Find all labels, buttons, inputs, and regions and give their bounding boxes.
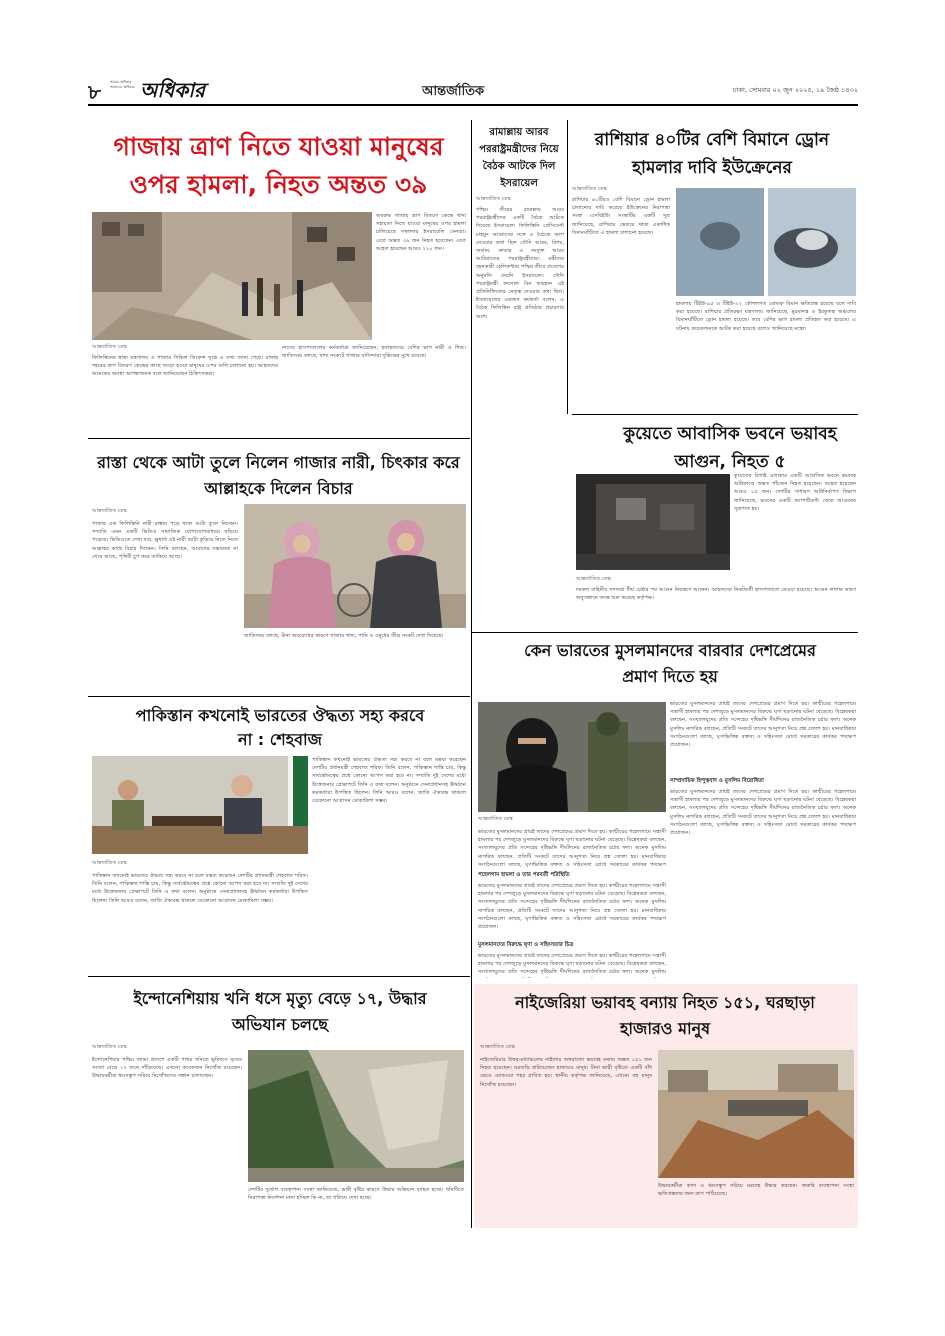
section-rule [572, 414, 858, 415]
photo-gaza-rubble [92, 212, 372, 340]
gaza-aid-credit: আন্তর্জাতিক ডেস্ক [92, 344, 127, 350]
headline-gaza-aid: গাজায় ত্রাণ নিতে যাওয়া মানুষের ওপর হামলা, নিহত অন্তত ৩৯ [113, 132, 444, 199]
headline-pakistan: পাকিস্তান কখনোই ভারতের ঔদ্ধত্য সহ্য করবে না : শেহবাজ [135, 706, 425, 749]
photo-gaza-woman [244, 504, 466, 628]
india-muslims-credit: আন্তর্জাতিক ডেস্ক [478, 816, 513, 822]
photo-pakistan [92, 756, 308, 854]
indonesia-credit: আন্তর্জাতিক ডেস্ক [92, 1044, 127, 1050]
section-rule [88, 976, 470, 977]
headline-nigeria: নাইজেরিয়া ভয়াবহ বন্যায় নিহত ১৫১, ঘরছাড়া হাজারও মানুষ [515, 993, 815, 1038]
headline-indonesia: ইন্দোনেশিয়ায় খনি ধসে মৃত্যু বেড়ে ১৭, উদ্ধার অভিযান চলছে [133, 989, 427, 1034]
ramallah-credit: আন্তর্জাতিক ডেস্ক [476, 196, 511, 202]
russia-drone-credit: আন্তর্জাতিক ডেস্ক [572, 186, 607, 192]
india-muslims-text-d: ভারতের মুসলমানদের প্রায়ই তাদের দেশপ্রেমের প্রমাণ দিতে হয়। কাশ্মীরের পহেলগামে সন্ত্রাসী হামলার পর দেশজুড়ে মুসলমানদের বিরুদ্ধে ঘৃণা ছড়ানোর ঘটনা বেড়েছে। বিশ্লেষকরা বলছেন, সংখ্যালঘুদের প্রতি সন্দেহের দৃষ্টিভঙ্গি দীর্ঘদিনের রাজনৈতিক চর্চার ফল। অনেক মুসলিম নাগরিক বলছেন, প্রতিটি সংকটে তাদের আনুগত্য নিয়ে প্রশ্ন তোলা হয়। মানবাধিকার সংগঠনগুলো বলছে, ঘৃণাভিত্তিক বক্তব্য ও সহিংসতা রোধে সরকারের কার্যকর পদক্ষেপ প্রয়োজন। [478, 883, 666, 931]
gaza-woman-credit: আন্তর্জাতিক ডেস্ক [92, 508, 127, 514]
india-muslims-text-c: ভারতের মুসলমানদের প্রায়ই তাদের দেশপ্রেমের প্রমাণ দিতে হয়। কাশ্মীরের পহেলগামে সন্ত্রাসী হামলার পর দেশজুড়ে মুসলমানদের বিরুদ্ধে ঘৃণা ছড়ানোর ঘটনা বেড়েছে। বিশ্লেষকরা বলছেন, সংখ্যালঘুদের প্রতি সন্দেহের দৃষ্টিভঙ্গি দীর্ঘদিনের রাজনৈতিক চর্চার ফল। অনেক মুসলিম নাগরিক বলছেন, প্রতিটি সংকটে তাদের আনুগত্য নিয়ে প্রশ্ন তোলা হয়। মানবাধিকার সংগঠনগুলো বলছে, ঘৃণাভিত্তিক বক্তব্য ও সহিংসতা রোধে সরকারের কার্যকর পদক্ষেপ [478, 829, 666, 868]
kuwait-fire-credit: আন্তর্জাতিক ডেস্ক [576, 576, 611, 582]
indonesia-text-bottom: দেশটির দুর্যোগ ব্যবস্থাপনা সংস্থা জানিয়েছে, ভারী বৃষ্টির কারণে উদ্ধার অভিযান ব্যাহত হচ্ছে। খনিটিতে নিরাপত্তা নির্দেশনা মানা হচ্ছিল কি না, তা খতিয়ে দেখা হচ্ছে। [248, 1187, 464, 1202]
photo-drone-strike [676, 188, 856, 296]
masthead-rule [88, 104, 858, 106]
ramallah-text: পশ্চিম তীরের রামাল্লায় আরব পররাষ্ট্রমন্ত্রীদের একটি বৈঠক আটকে দিয়েছে ইসরায়েল। ফিলিস্তিনি প্রেসিডেন্ট মাহমুদ আব্বাসের সঙ্গে এ বৈঠকে অংশ নেওয়ার কথা ছিল সৌদি আরব, মিশর, জর্ডান, কাতার ও সংযুক্ত আরব আমিরাতের পররাষ্ট্রমন্ত্রীদের। মন্ত্রীদের বহনকারী হেলিকপ্টার পশ্চিম তীরে প্রবেশের অনুমতি দেয়নি ইসরায়েল। সৌদি পররাষ্ট্রমন্ত্রী ফয়সাল বিন ফারহান এই প্রতিনিধিদলের নেতৃত্ব দেওয়ার কথা ছিল। ইসরায়েলের একজন কর্মকর্তা বলেন, এ বৈঠক ফিলিস্তিন রাষ্ট্র প্রতিষ্ঠার প্রচারণার অংশ। [476, 207, 564, 320]
nigeria-credit: আন্তর্জাতিক ডেস্ক [480, 1044, 515, 1050]
gaza-woman-text-bottom: জাতিসংঘ বলছে, টানা অবরোধের কারণে গাজায় খাদ্য, পানি ও ওষুধের তীব্র সংকট দেখা দিয়েছে। [244, 633, 444, 639]
headline-india-muslims: কেন ভারতের মুসলমানদের বারবার দেশপ্রেমের প্রমাণ দিতে হয় [524, 641, 816, 686]
column-divider [471, 120, 472, 1228]
section-rule [88, 696, 470, 697]
india-subhead-a: সাম্প্রদায়িক হিন্দুত্ববাদ ও মুসলিম বিরোধিতা [670, 778, 764, 784]
india-muslims-text-b: ভারতের মুসলমানদের প্রায়ই তাদের দেশপ্রেমের প্রমাণ দিতে হয়। কাশ্মীরের পহেলগামে সন্ত্রাসী হামলার পর দেশজুড়ে মুসলমানদের বিরুদ্ধে ঘৃণা ছড়ানোর ঘটনা বেড়েছে। বিশ্লেষকরা বলছেন, সংখ্যালঘুদের প্রতি সন্দেহের দৃষ্টিভঙ্গি দীর্ঘদিনের রাজনৈতিক চর্চার ফল। অনেক মুসলিম নাগরিক বলছেন, প্রতিটি সংকটে তাদের আনুগত্য নিয়ে প্রশ্ন তোলা হয়। মানবাধিকার সংগঠনগুলো বলছে, ঘৃণাভিত্তিক বক্তব্য ও সহিংসতা রোধে সরকারের কার্যকর পদক্ষেপ প্রয়োজন। [670, 789, 856, 837]
pakistan-text: পাকিস্তান কখনোই ভারতের ঔদ্ধত্য সহ্য করবে না বলে মন্তব্য করেছেন দেশটির প্রধানমন্ত্রী শেহবাজ শরিফ। তিনি বলেন, পাকিস্তান শান্তি চায়, কিন্তু সার্বভৌমত্বের প্রশ্নে কোনো আপস করা হবে না। সম্প্রতি দুই দেশের মধ্যে উত্তেজনার প্রেক্ষাপটে তিনি এ কথা বলেন। অনুষ্ঠানে সেনাপ্রধানসহ ঊর্ধ্বতন কর্মকর্তারা উপস্থিত ছিলেন। তিনি আরও বলেন, জাতি ঐক্যবদ্ধ থাকলে যেকোনো আগ্রাসন মোকাবিলা সম্ভব। [312, 757, 466, 805]
indonesia-text: ইন্দোনেশিয়ার পশ্চিম জাভা প্রদেশে একটি পাথর খনিতে ভূমিধসে মৃতের সংখ্যা বেড়ে ১৭ জনে দাঁড়িয়েছে। এখনো কয়েকজন নিখোঁজ রয়েছেন। উদ্ধারকর্মীরা ধ্বংসস্তূপ সরিয়ে নিখোঁজদের সন্ধান চালাচ্ছেন। [92, 1057, 242, 1080]
kuwait-fire-text-side: কুয়েতের রিগাই এলাকার একটি আবাসিক ভবনে ভয়াবহ অগ্নিকাণ্ডে অন্তত পাঁচজন নিহত হয়েছেন। আহত হয়েছেন আরও ১৫ জন। দেশটির সাধারণ অগ্নিনির্বাপণ বিভাগ জানিয়েছে, ভবনের একটি অ্যাপার্টমেন্ট থেকে আগুনের সূত্রপাত হয়। [734, 473, 856, 512]
headline-kuwait-fire: কুয়েতে আবাসিক ভবনে ভয়াবহ আগুন, নিহত ৫ [623, 424, 837, 472]
section-title: আন্তর্জাতিক [421, 84, 485, 99]
india-subhead-c: মুসলমানদের বিরুদ্ধে ঘৃণা ও সহিংসতার চিত্র [478, 942, 574, 948]
photo-indonesia-mine [248, 1050, 464, 1182]
india-muslims-text: ভারতের মুসলমানদের প্রায়ই তাদের দেশপ্রেমের প্রমাণ দিতে হয়। কাশ্মীরের পহেলগামে সন্ত্রাসী হামলার পর দেশজুড়ে মুসলমানদের বিরুদ্ধে ঘৃণা ছড়ানোর ঘটনা বেড়েছে। বিশ্লেষকরা বলছেন, সংখ্যালঘুদের প্রতি সন্দেহের দৃষ্টিভঙ্গি দীর্ঘদিনের রাজনৈতিক চর্চার ফল। অনেক মুসলিম নাগরিক বলছেন, প্রতিটি সংকটে তাদের আনুগত্য নিয়ে প্রশ্ন তোলা হয়। মানবাধিকার সংগঠনগুলো বলছে, ঘৃণাভিত্তিক বক্তব্য ও সহিংসতা রোধে সরকারের কার্যকর পদক্ষেপ প্রয়োজন। [670, 701, 856, 749]
gaza-woman-text: গাজার এক ফিলিস্তিনি নারী রাস্তায় পড়ে থাকা আটা তুলে নিচ্ছেন। সম্প্রতি এমন একটি ভিডিও সামাজিক যোগাযোগমাধ্যমে ছড়িয়ে পড়েছে। ভিডিওতে দেখা যায়, ক্ষুধার্ত ওই নারী আটা কুড়িয়ে নিতে নিতে আল্লাহর কাছে বিচার দিচ্ছেন। তিনি বলছেন, আমাদের সন্তানেরা না খেয়ে আছে, পৃথিবী চুপ করে তাকিয়ে আছে। [92, 521, 238, 560]
gaza-aid-text-a: অবরুদ্ধ গাজায় ত্রাণ বিতরণ কেন্দ্রে খাদ্য সহায়তা নিতে যাওয়া মানুষের ওপর হামলা চালিয়েছে দখলদার ইসরায়েলি সেনারা। এতে অন্তত ৩৯ জন নিহত হয়েছেন। এতে আহত হয়েছেন আরও ২২০ জন। [376, 213, 466, 252]
photo-india-muslims [478, 702, 666, 812]
headline-russia-drone: রাশিয়ার ৪০টির বেশি বিমানে ড্রোন হামলার দাবি ইউক্রেনের [594, 130, 830, 178]
masthead [88, 76, 858, 102]
page-number: ৮ [88, 80, 101, 104]
dateline: ঢাকা, সোমবার ০২ জুন ২০২৫, ১৯ জৈষ্ঠ ১৪৩২ [732, 86, 858, 94]
newspaper-logo: অধিকার [140, 78, 206, 102]
headline-ramallah: রামাল্লায় আরব পররাষ্ট্রমন্ত্রীদের নিয়ে বৈঠক আটকে দিল ইসরায়েল [479, 127, 559, 189]
logo-tagline: আমার অধিকার আমাদের অধিকার [110, 80, 135, 89]
kuwait-fire-text-bottom: দমকল বাহিনীর সদস্যরা দীর্ঘ চেষ্টার পর আগুন নিয়ন্ত্রণে আনেন। আহতদের নিকটবর্তী হাসপাতালে নেওয়া হয়েছে। আগুন লাগার কারণ অনুসন্ধানে তদন্ত শুরু করেছে কর্তৃপক্ষ। [576, 587, 856, 602]
nigeria-text-bottom: উদ্ধারকর্মীরা কাদা ও ধ্বংসস্তূপ সরিয়ে মরদেহ উদ্ধার করছেন। জরুরি ব্যবস্থাপনা সংস্থা ক্ষতিগ্রস্তদের জন্য ত্রাণ পাঠিয়েছে। [658, 1183, 854, 1198]
india-muslims-text-e: ভারতের মুসলমানদের প্রায়ই তাদের দেশপ্রেমের প্রমাণ দিতে হয়। কাশ্মীরের পহেলগামে সন্ত্রাসী হামলার পর দেশজুড়ে মুসলমানদের বিরুদ্ধে ঘৃণা ছড়ানোর ঘটনা বেড়েছে। বিশ্লেষকরা বলছেন, সংখ্যালঘুদের প্রতি সন্দেহের দৃষ্টিভঙ্গি দীর্ঘদিনের রাজনৈতিক চর্চার ফল। অনেক মুসলিম [478, 953, 666, 976]
india-subhead-b: পহেলগাম হামলা ও তার পরবর্তী পরিস্থিতি [478, 872, 570, 878]
gaza-aid-text-b: ফিলিস্তিনের স্বাস্থ্য মন্ত্রণালয় ও গাজার সিভিল ডিফেন্স সূত্রে এ তথ্য জানা গেছে। রাফাহ শহরের ত্রাণ বিতরণ কেন্দ্রের কাছে জড়ো হওয়া মানুষের ওপর গুলি চালানো হয়। আহতদের অনেকের অবস্থা আশঙ্কাজনক বলে জানিয়েছেন চিকিৎসকরা। [92, 355, 278, 378]
pakistan-credit: আন্তর্জাতিক ডেস্ক [92, 860, 127, 866]
pakistan-text-b: পাকিস্তান কখনোই ভারতের ঔদ্ধত্য সহ্য করবে না বলে মন্তব্য করেছেন দেশটির প্রধানমন্ত্রী শেহবাজ শরিফ। তিনি বলেন, পাকিস্তান শান্তি চায়, কিন্তু সার্বভৌমত্বের প্রশ্নে কোনো আপস করা হবে না। সম্প্রতি দুই দেশের মধ্যে উত্তেজনার প্রেক্ষাপটে তিনি এ কথা বলেন। অনুষ্ঠানে সেনাপ্রধানসহ ঊর্ধ্বতন কর্মকর্তারা উপস্থিত ছিলেন। তিনি আরও বলেন, জাতি ঐক্যবদ্ধ থাকলে যেকোনো আগ্রাসন মোকাবিলা সম্ভব। [92, 873, 308, 904]
russia-drone-text-side: রাশিয়ার ৪০টিরও বেশি বিমানে ড্রোন হামলা চালানোর দাবি করেছে ইউক্রেনের নিরাপত্তা সংস্থা এসবিইউ। সংস্থাটির একটি সূত্র জানিয়েছে, রাশিয়ার ভেতরে থাকা একাধিক বিমানঘাঁটিতে এ হামলা চালানো হয়েছে। [572, 197, 670, 236]
section-rule [472, 632, 858, 633]
russia-drone-text-bottom: হামলায় টিইউ-৯৫ ও টিইউ-২২ কৌশলগত বোমারু বিমান ক্ষতিগ্রস্ত হয়েছে বলে দাবি করা হয়েছে। রাশিয়ার প্রতিরক্ষা মন্ত্রণালয় জানিয়েছে, মুরমানস্ক ও ইরকুতস্ক অঞ্চলের বিমানঘাঁটিতে ড্রোন হামলা হয়েছে। তবে বেশির ভাগ হামলা প্রতিহত করা হয়েছে। এ ঘটনায় কয়েকজনকে আটক করা হয়েছে বলেও জানিয়েছে মস্কো। [676, 301, 856, 332]
photo-kuwait-fire [576, 474, 730, 570]
nigeria-text: নাইজেরিয়ার উত্তর-মধ্যাঞ্চলের নাইজার অঙ্গরাজ্যে ভয়াবহ বন্যায় অন্তত ১৫১ জন নিহত হয়েছেন। ঘরবাড়ি হারিয়েছেন হাজারও মানুষ। টানা ভারী বৃষ্টিতে একটি বাঁধ ভেঙে মোকওয়া শহর প্লাবিত হয়। স্থানীয় কর্তৃপক্ষ জানিয়েছে, এখনো বহু মানুষ নিখোঁজ রয়েছেন। [480, 1057, 652, 1088]
section-rule [88, 438, 470, 439]
photo-nigeria-flood [658, 1050, 854, 1178]
gaza-aid-text-bottom: নাসের হাসপাতালের কর্মকর্তারা জানিয়েছেন, হতাহতদের বেশির ভাগ নারী ও শিশু। জাতিসংঘ বলছে, খাদ্য সংকটে গাজার বাসিন্দারা দুর্ভিক্ষের মুখে রয়েছে। [282, 345, 466, 360]
headline-gaza-woman: রাস্তা থেকে আটা তুলে নিলেন গাজার নারী, চিৎকার করে আল্লাহকে দিলেন বিচার [97, 453, 460, 498]
column-divider [567, 120, 568, 414]
